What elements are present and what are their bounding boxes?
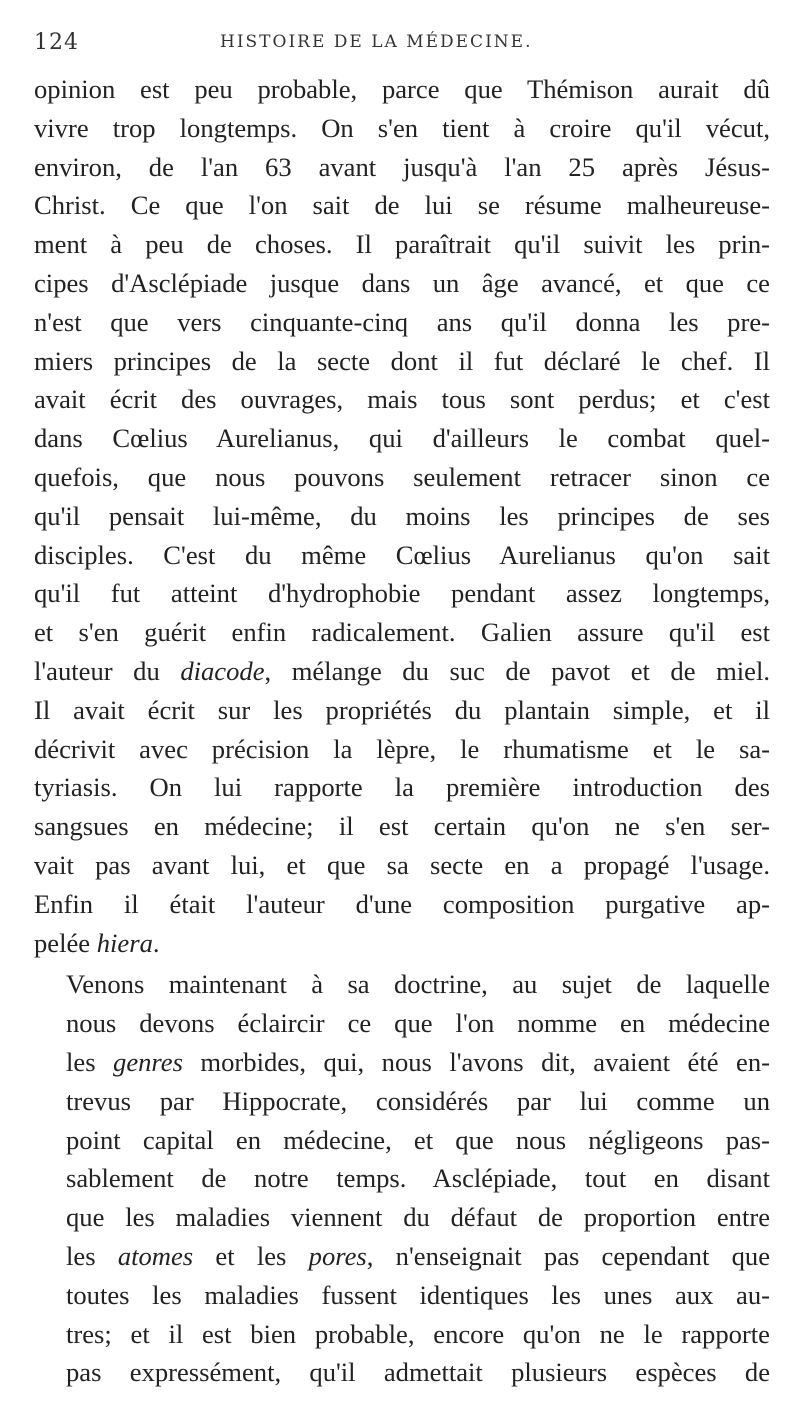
text-fragment: , mélange du suc de pavot et de miel.	[264, 655, 770, 686]
text-fragment: les	[66, 1240, 118, 1271]
italic-term: hiera	[96, 927, 153, 958]
text-line: opinion est peu probable, parce que Thémison aurait dû	[34, 74, 770, 104]
text-fragment: les	[66, 1046, 114, 1077]
text-line	[34, 1237, 770, 1276]
text-line	[34, 1043, 770, 1082]
text-line: vivre trop longtemps. On s'en tient à croire qu'il vécut,	[34, 112, 770, 143]
text-line: ment à peu de choses. Il paraîtrait qu'il suivit les prin-	[34, 229, 770, 260]
paragraph-2	[34, 965, 770, 1392]
running-head	[34, 30, 770, 70]
text-line: quefois, que nous pouvons seulement retracer sinon ce	[34, 461, 770, 492]
body-text	[34, 70, 770, 1392]
text-line: tyriasis. On lui rapporte la première introduction des	[34, 772, 770, 803]
text-line: n'est que vers cinquante-cinq ans qu'il donna les pre-	[34, 306, 770, 337]
text-line: cipes d'Asclépiade jusque dans un âge avancé, et que ce	[34, 267, 770, 298]
page-number: 124	[34, 30, 79, 55]
text-fragment: morbides, qui, nous l'avons dit, avaient été en-	[182, 1046, 770, 1077]
text-line: environ, de l'an 63 avant jusqu'à l'an 25 après Jésus-	[34, 151, 770, 182]
text-line: toutes les maladies fussent identiques les unes aux au-	[66, 1279, 770, 1310]
text-line: tres; et il est bien probable, encore qu'on ne le rapporte	[66, 1318, 770, 1349]
text-fragment: l'auteur du	[34, 655, 181, 686]
text-fragment: , n'enseignait pas cependant que	[366, 1240, 770, 1271]
italic-term: pores	[308, 1240, 367, 1271]
text-fragment: pelée	[34, 927, 97, 958]
text-line: point capital en médecine, et que nous négligeons pas-	[66, 1124, 770, 1155]
text-line: Christ. Ce que l'on sait de lui se résume malheureuse-	[34, 190, 770, 221]
text-line: qu'il pensait lui-même, du moins les principes de ses	[34, 500, 770, 531]
italic-term: diacode	[180, 655, 265, 686]
text-line: et s'en guérit enfin radicalement. Galien assure qu'il est	[34, 617, 770, 648]
text-line: décrivit avec précision la lèpre, le rhumatisme et le sa-	[34, 733, 770, 764]
text-line: Il avait écrit sur les propriétés du plantain simple, et il	[34, 694, 770, 725]
text-line: Enfin il était l'auteur d'une composition purgative ap-	[34, 888, 770, 919]
text-line: que les maladies viennent du défaut de proportion entre	[66, 1202, 770, 1233]
italic-term: genres	[113, 1046, 183, 1077]
text-line: avait écrit des ouvrages, mais tous sont perdus; et c'est	[34, 384, 770, 415]
text-line: miers principes de la secte dont il fut déclaré le chef. Il	[34, 345, 770, 376]
running-title: HISTOIRE DE LA MÉDECINE.	[220, 32, 533, 52]
text-line: Venons maintenant à sa doctrine, au sujet de laquelle	[66, 969, 770, 1000]
text-line: dans Cœlius Aurelianus, qui d'ailleurs le combat quel-	[34, 423, 770, 454]
text-line: trevus par Hippocrate, considérés par lui comme un	[66, 1085, 770, 1116]
text-line: disciples. C'est du même Cœlius Aurelianus qu'on sait	[34, 539, 770, 570]
text-line: pas expressément, qu'il admettait plusieurs espèces de	[66, 1357, 770, 1388]
text-fragment: et les	[193, 1240, 309, 1271]
text-line	[34, 652, 770, 691]
italic-term: atomes	[117, 1240, 194, 1271]
paragraph-1	[34, 70, 770, 962]
text-line: sangsues en médecine; il est certain qu'on ne s'en ser-	[34, 811, 770, 842]
text-line: sablement de notre temps. Asclépiade, tout en disant	[66, 1163, 770, 1194]
text-line	[34, 924, 770, 963]
text-line: vait pas avant lui, et que sa secte en a propagé l'usage.	[34, 849, 770, 880]
text-line: nous devons éclaircir ce que l'on nomme en médecine	[66, 1008, 770, 1039]
text-fragment: .	[152, 927, 160, 958]
text-line: qu'il fut atteint d'hydrophobie pendant assez longtemps,	[34, 578, 770, 609]
